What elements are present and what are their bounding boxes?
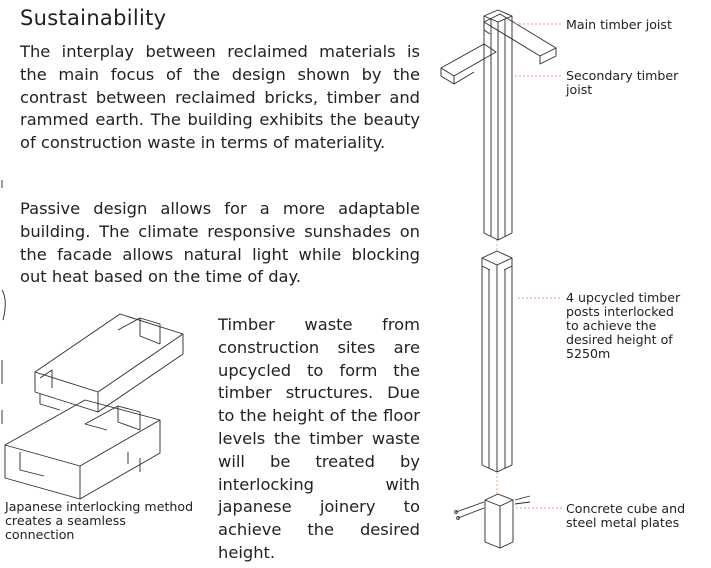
label-posts-2: posts interlocked [566,304,674,319]
label-posts-5: 5250m [566,346,611,361]
materials-paragraph: The interplay between reclaimed materials is the main focus of the design shown by the contrast between reclaimed bricks, timber and rammed earth. The building exhibits the beauty of construction waste in terms of materiality. [20,42,420,153]
label-posts-1: 4 upcycled timber [566,290,681,305]
label-posts-4: desired height of [566,332,673,347]
label-base-1: Concrete cube and [566,501,686,516]
label-base-2: steel metal plates [566,515,680,530]
label-secondary-joist-1: Secondary timber [566,68,679,83]
label-main-joist: Main timber joist [566,17,672,32]
page-title: Sustainability [20,6,167,30]
timber-waste-paragraph: Timber waste from construction sites are upcycled to form the timber structures. Due to the height of the floor levels the timber waste will be treated by interlocking with japanese joinery to achieve the desired height. [218,315,420,562]
timber-column-drawing [441,10,556,548]
joinery-drawing [2,180,183,499]
joinery-caption: Japanese interlocking method creates a seamless connection [5,499,194,542]
label-secondary-joist-2: joist [566,82,593,97]
leader-lines [497,24,562,508]
label-posts-3: to achieve the [566,318,657,333]
passive-design-paragraph: Passive design allows for a more adaptable building. The climate responsive sunshades on the facade allows natural light while blocking out heat based on the time of day. [20,199,420,287]
diagram-labels [565,17,685,530]
